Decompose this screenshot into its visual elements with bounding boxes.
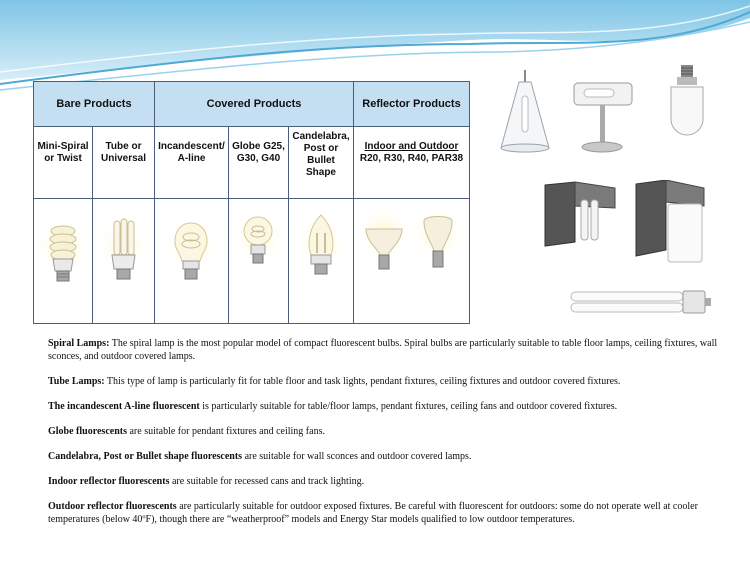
globe-bulb-icon [229, 199, 288, 321]
a-line-bulb-icon [155, 199, 228, 321]
paragraph-outdoor-reflector: Outdoor reflector fluorescents are particularly suitable for outdoor exposed fixtures. Be careful with fluorescent for outdoors: some do not operate well at cooler temperatures (below 40ºF), though there are “weatherproof” models and Energy Star models qualified to low outdoor temperatures. [48, 501, 698, 525]
group-header-covered: Covered Products [155, 82, 354, 127]
linear-tube-icon [565, 288, 715, 318]
col-header-candelabra: Candelabra, Post or Bullet Shape [289, 127, 354, 199]
covered-bulb-icon [665, 65, 709, 140]
tube-bulb-icon [93, 199, 154, 321]
pendant-fixture-icon [495, 70, 555, 155]
col-header-globe: Globe G25, G30, G40 [229, 127, 289, 199]
col-header-incandescent: Incandescent/ A-line [155, 127, 229, 199]
wall-sconce-covered-icon [630, 180, 710, 270]
description-text [48, 337, 718, 538]
paragraph-tube: Tube Lamps: This type of lamp is particularly fit for table floor and task lights, pendant fixtures, ceiling fixtures and outdoor covered fixtures. [48, 376, 621, 387]
candelabra-bulb-icon [289, 199, 353, 321]
paragraph-incandescent: The incandescent A-line fluorescent is particularly suitable for table/floor lamps, pendant fixtures, ceiling fans and outdoor covered fixtures. [48, 401, 618, 412]
cell-candelabra-bulb [289, 199, 354, 323]
col-header-tube: Tube or Universal [93, 127, 155, 199]
desk-lamp-icon [570, 75, 636, 155]
cell-reflector-bulbs [354, 199, 469, 323]
spiral-bulb-icon [34, 199, 92, 321]
paragraph-candelabra: Candelabra, Post or Bullet shape fluorescents are suitable for wall sconces and outdoor covered lamps. [48, 451, 472, 462]
reflector-bulb-icon [354, 199, 468, 321]
group-header-reflector: Reflector Products [354, 82, 469, 127]
cell-aline-bulb [155, 199, 229, 323]
paragraph-spiral: Spiral Lamps: The spiral lamp is the most popular model of compact fluorescent bulbs. Spiral bulbs are particularly suitable to table floor lamps, ceiling fixtures, wall sconces, and outdoor covered lamps. [48, 338, 718, 362]
col-header-reflector: Indoor and Outdoor R20, R30, R40, PAR38 [354, 127, 469, 199]
cell-tube-bulb [93, 199, 155, 323]
cell-spiral-bulb [34, 199, 93, 323]
product-table [33, 81, 470, 324]
paragraph-globe: Globe fluorescents are suitable for pendant fixtures and ceiling fans. [48, 426, 325, 437]
group-header-bare: Bare Products [34, 82, 155, 127]
paragraph-indoor-reflector: Indoor reflector fluorescents are suitable for recessed cans and track lighting. [48, 476, 365, 487]
wall-sconce-tube-icon [535, 180, 620, 250]
col-header-mini-spiral: Mini-Spiral or Twist [34, 127, 93, 199]
cell-globe-bulb [229, 199, 289, 323]
